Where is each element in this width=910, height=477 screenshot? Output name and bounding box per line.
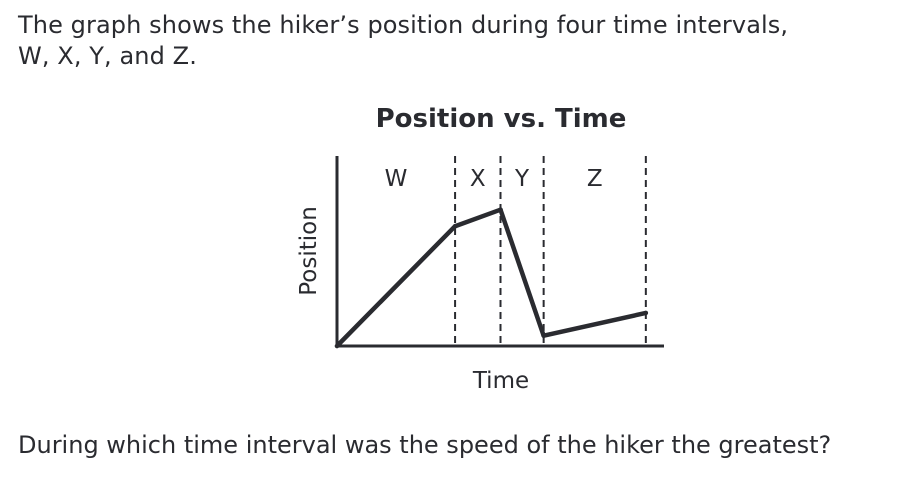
- y-axis-label: Position: [296, 206, 322, 296]
- intro-line-1: The graph shows the hiker’s position during four time intervals,: [18, 11, 789, 39]
- series-point-5: [644, 311, 648, 315]
- series-segment-1: [337, 226, 455, 346]
- series-point-4: [541, 333, 545, 337]
- interval-label-y: Y: [515, 166, 530, 192]
- series-segment-3: [501, 210, 544, 336]
- interval-label-z: Z: [586, 166, 603, 192]
- series-point-3: [498, 207, 502, 211]
- intro-line-2: W, X, Y, and Z.: [18, 42, 197, 70]
- interval-labels: [385, 166, 603, 192]
- question-text: During which time interval was the speed of the hiker the greatest?: [18, 431, 832, 459]
- x-axis-label: Time: [472, 368, 530, 394]
- interval-label-w: W: [384, 166, 408, 192]
- series-segment-2: [455, 210, 500, 227]
- series-point-1: [335, 344, 339, 348]
- series-segment-4: [544, 313, 646, 336]
- chart-title: Position vs. Time: [375, 104, 627, 134]
- series-point-2: [453, 224, 457, 228]
- interval-label-x: X: [469, 166, 486, 192]
- series-layer: [335, 207, 648, 348]
